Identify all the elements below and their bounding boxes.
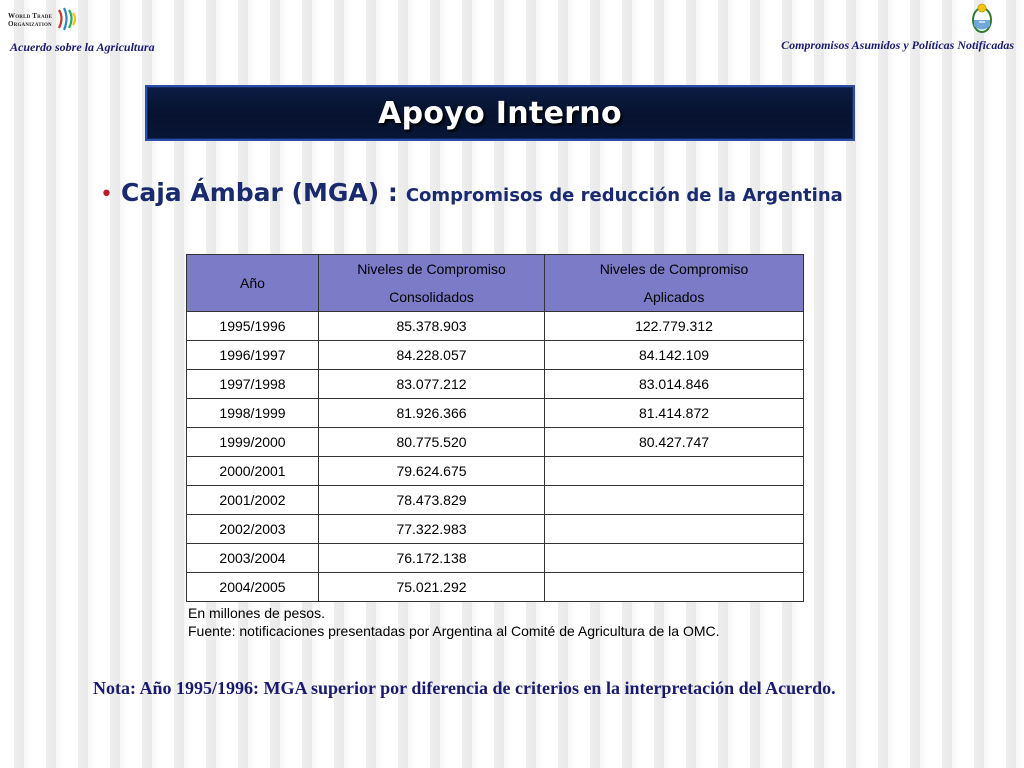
header-consolidated: Niveles de Compromiso Consolidados	[319, 255, 545, 312]
table-row	[187, 341, 804, 370]
bullet-sub-text: Compromisos de reducción de la Argentina	[405, 185, 843, 206]
table-row	[187, 457, 804, 486]
cell-consolidated: 77.322.983	[319, 515, 545, 544]
wto-logo	[8, 3, 78, 37]
cell-applied	[545, 544, 804, 573]
cell-year: 2004/2005	[187, 573, 319, 602]
cell-applied	[545, 486, 804, 515]
footer-note: Nota: Año 1995/1996: MGA superior por diferencia de criterios en la interpretación del Acuerdo.	[93, 678, 836, 698]
header-right-caption: Compromisos Asumidos y Políticas Notificadas	[781, 38, 1014, 52]
cell-consolidated: 80.775.520	[319, 428, 545, 457]
cell-consolidated: 85.378.903	[319, 312, 545, 341]
cell-year: 2000/2001	[187, 457, 319, 486]
table-row	[187, 573, 804, 602]
cell-year: 2003/2004	[187, 544, 319, 573]
table-row	[187, 312, 804, 341]
cell-year: 1995/1996	[187, 312, 319, 341]
source-note: Fuente: notificaciones presentadas por Argentina al Comité de Agricultura de la OMC.	[188, 623, 720, 639]
cell-consolidated: 81.926.366	[319, 399, 545, 428]
table-header-row	[187, 255, 804, 312]
bullet-heading	[100, 178, 843, 207]
header-applied: Niveles de Compromiso Aplicados	[545, 255, 804, 312]
table-row	[187, 399, 804, 428]
cell-year: 1997/1998	[187, 370, 319, 399]
table-row	[187, 544, 804, 573]
cell-applied: 80.427.747	[545, 428, 804, 457]
cell-applied: 122.779.312	[545, 312, 804, 341]
header-left-caption: Acuerdo sobre la Agricultura	[10, 40, 155, 54]
bullet-main-text: Caja Ámbar (MGA) :	[120, 178, 398, 207]
bullet-point-icon: •	[100, 182, 113, 207]
cell-applied	[545, 515, 804, 544]
cell-applied: 81.414.872	[545, 399, 804, 428]
cell-applied	[545, 457, 804, 486]
cell-consolidated: 78.473.829	[319, 486, 545, 515]
table-row	[187, 370, 804, 399]
cell-applied: 84.142.109	[545, 341, 804, 370]
cell-year: 1999/2000	[187, 428, 319, 457]
cell-consolidated: 75.021.292	[319, 573, 545, 602]
page-title: Apoyo Interno	[378, 95, 622, 131]
title-banner	[145, 85, 855, 141]
table-row	[187, 428, 804, 457]
cell-year: 1996/1997	[187, 341, 319, 370]
units-note: En millones de pesos.	[188, 605, 325, 621]
table-row	[187, 515, 804, 544]
cell-year: 1998/1999	[187, 399, 319, 428]
wto-logo-text: World Trade Organization	[8, 12, 53, 28]
argentina-crest-icon	[970, 2, 994, 34]
cell-applied	[545, 573, 804, 602]
cell-year: 2002/2003	[187, 515, 319, 544]
cell-year: 2001/2002	[187, 486, 319, 515]
commitments-table	[186, 254, 804, 602]
cell-consolidated: 76.172.138	[319, 544, 545, 573]
table-row	[187, 486, 804, 515]
cell-consolidated: 83.077.212	[319, 370, 545, 399]
cell-consolidated: 79.624.675	[319, 457, 545, 486]
table-notes	[188, 604, 720, 640]
wto-emblem-icon	[56, 6, 78, 34]
cell-consolidated: 84.228.057	[319, 341, 545, 370]
cell-applied: 83.014.846	[545, 370, 804, 399]
header-year: Año	[187, 255, 319, 312]
